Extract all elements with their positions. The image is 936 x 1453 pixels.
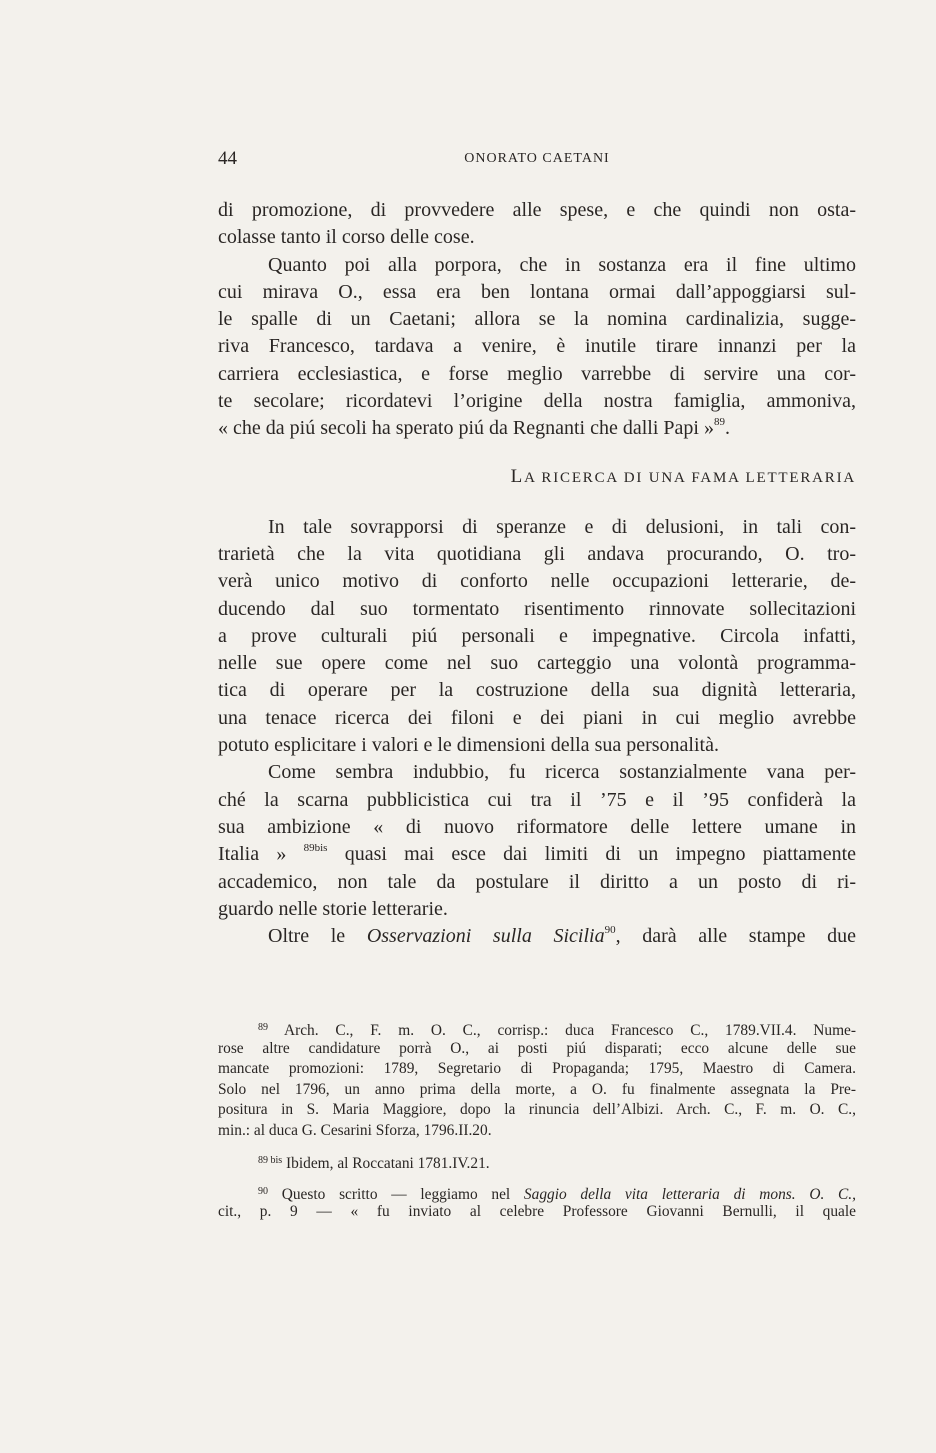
text-line: In tale sovrapporsi di speranze e di delusioni, in tali con- — [268, 515, 856, 538]
text-line: a prove culturali piú personali e impegnative. Circola infatti, — [218, 624, 856, 647]
section-title-initial: L — [510, 465, 525, 487]
text-line: Quanto poi alla porpora, che in sostanza era il fine ultimo — [268, 253, 856, 276]
footnotes — [218, 1018, 856, 1223]
text-line: guardo nelle storie letterarie. — [218, 897, 448, 920]
footnote-line: mancate promozioni: 1789, Segretario di Propaganda; 1795, Maestro di Camera. — [218, 1060, 856, 1077]
footnote-line: Solo nel 1796, un anno prima della morte, a O. fu finalmente assegnata la Pre- — [218, 1080, 856, 1098]
footnote-number: 89 — [258, 1022, 268, 1033]
text-line: ché la scarna pubblicistica cui tra il ’75 e il ’95 confiderà la — [218, 788, 856, 811]
text-line: riva Francesco, tardava a venire, è inutile tirare innanzi per la — [218, 335, 856, 358]
text-line — [218, 415, 856, 442]
work-title: Saggio della vita letteraria di mons. O. C., — [523, 1185, 856, 1203]
footnote-line: cit., p. 9 — « fu inviato al celebre Professore Giovanni Bernulli, il quale — [218, 1203, 856, 1220]
text-line: trarietà che la vita quotidiana gli andava procurando, O. tro- — [218, 542, 856, 565]
text-segment: Italia » — [218, 843, 287, 866]
text-segment: , darà alle stampe due — [615, 925, 856, 948]
page-number: 44 — [218, 148, 237, 169]
text-line: tica di operare per la costruzione della sua dignità letteraria, — [218, 679, 856, 702]
text-segment: « che da piú secoli ha sperato piú da Regnanti che dalli Papi » — [218, 417, 714, 440]
work-title: Osservazioni sulla Sicilia — [366, 925, 605, 948]
footnote-line: positura in S. Maria Maggiore, dopo la rinuncia dell’Albizi. Arch. C., F. m. O. C., — [218, 1101, 856, 1118]
spacer — [218, 1141, 856, 1151]
text-segment: quasi mai esce dai limiti di un impegno piattamente — [327, 843, 856, 866]
footnote-ref: 89bis — [303, 842, 328, 855]
footnote-line: rose altre candidature porrà O., ai posti piú disparati; ecco alcune delle sue — [218, 1039, 856, 1057]
text-line: colasse tanto il corso delle cose. — [218, 226, 475, 249]
spacer — [218, 1172, 856, 1182]
footnote-line — [218, 1182, 856, 1203]
page-header — [218, 148, 856, 174]
text-line: cui mirava O., essa era ben lontana ormai dall’appoggiarsi sul- — [218, 280, 856, 303]
footnote-number: 89 bis — [258, 1155, 283, 1166]
section-title — [218, 465, 856, 490]
text-line: di promozione, di provvedere alle spese, e che quindi non osta- — [218, 199, 856, 221]
footnote-ref: 90 — [604, 924, 616, 937]
footnote-ref: 89 — [713, 416, 725, 429]
main-text — [218, 197, 856, 950]
text-segment: . — [724, 417, 730, 440]
text-segment: Arch. C., F. m. O. C., corrisp.: duca Francesco C., 1789.VII.4. Nume- — [283, 1022, 856, 1039]
footnote-line — [218, 1151, 856, 1172]
footnote-number: 90 — [258, 1185, 268, 1197]
text-line: sua ambizione « di nuovo riformatore delle lettere umane in — [218, 815, 856, 838]
footnote-line — [218, 1018, 856, 1039]
text-line — [218, 841, 856, 868]
paragraph-3 — [218, 514, 856, 760]
section-title-rest: A RICERCA DI UNA FAMA LETTERARIA — [524, 469, 856, 486]
text-line: le spalle di un Caetani; allora se la nomina cardinalizia, sugge- — [218, 308, 856, 331]
running-head: ONORATO CAETANI — [464, 151, 610, 166]
paragraph-5 — [218, 923, 856, 950]
text-segment: Questo scritto — leggiamo nel — [281, 1185, 524, 1203]
text-line — [218, 923, 856, 950]
text-line: carriera ecclesiastica, e forse meglio varrebbe di servire una cor- — [218, 362, 856, 385]
text-line: Come sembra indubbio, fu ricerca sostanzialmente vana per- — [268, 761, 856, 784]
text-line: accademico, non tale da postulare il diritto a un posto di ri- — [218, 870, 856, 893]
paragraph-1 — [218, 197, 856, 252]
text-segment: Oltre le — [268, 925, 367, 948]
text-line: nelle sue opere come nel suo carteggio una volontà programma- — [218, 652, 856, 675]
footnote-89bis — [218, 1151, 856, 1172]
footnote-90 — [218, 1182, 856, 1223]
text-line: potuto esplicitare i valori e le dimensioni della sua personalità. — [218, 734, 719, 757]
paragraph-2 — [218, 252, 856, 443]
paragraph-4 — [218, 759, 856, 923]
text-line: ducendo dal suo tormentato risentimento rinnovate sollecitazioni — [218, 597, 856, 620]
text-line: te secolare; ricordatevi l’origine della nostra famiglia, ammoniva, — [218, 390, 856, 413]
text-segment: Ibidem, al Roccatani 1781.IV.21. — [286, 1155, 490, 1172]
text-line: una tenace ricerca dei filoni e dei piani in cui meglio avrebbe — [218, 706, 856, 729]
footnote-89 — [218, 1018, 856, 1141]
footnote-line: min.: al duca G. Cesarini Sforza, 1796.II.20. — [218, 1121, 492, 1139]
text-line: verà unico motivo di conforto nelle occupazioni letterarie, de- — [218, 570, 856, 593]
